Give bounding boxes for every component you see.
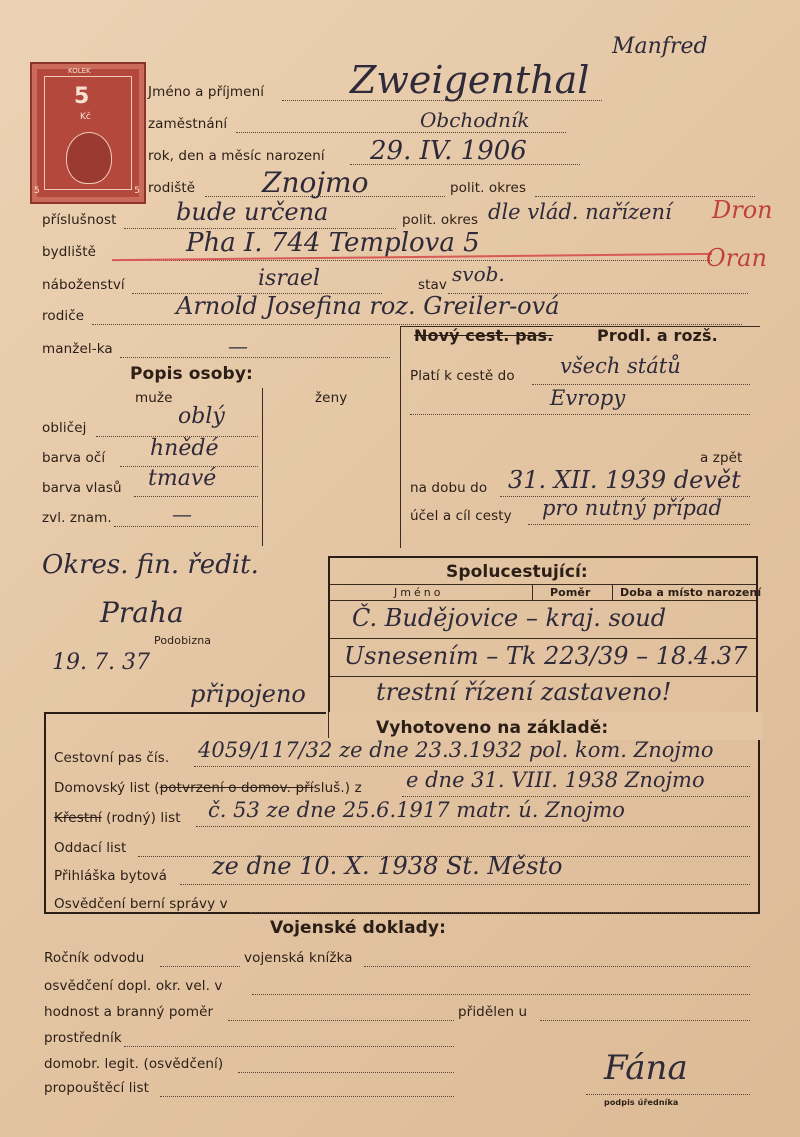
book-label: vojenská knížka bbox=[244, 950, 353, 966]
occupation-label: zaměstnání bbox=[148, 116, 228, 132]
description-title: Popis osoby: bbox=[130, 364, 253, 384]
extension-label: Prodl. a rozš. bbox=[597, 326, 718, 345]
passport-number-label: Cestovní pas čís. bbox=[54, 750, 170, 766]
period-label: na dobu do bbox=[410, 480, 488, 496]
assigned-label: přidělen u bbox=[458, 1004, 528, 1020]
photo-note-2: Praha bbox=[100, 596, 184, 629]
rank-label: hodnost a branný poměr bbox=[44, 1004, 214, 1020]
district-label: polit. okres bbox=[450, 180, 527, 196]
marriage-label: Oddací list bbox=[54, 840, 127, 856]
religion-value: israel bbox=[258, 266, 321, 291]
citizenship-district-label: polit. okres bbox=[402, 212, 479, 228]
marks-value: — bbox=[172, 502, 192, 526]
purpose-label: účel a cíl cesty bbox=[410, 508, 512, 524]
signature-label: podpis úředníka bbox=[604, 1098, 679, 1107]
photo-note-1: Okres. fin. ředit. bbox=[42, 550, 259, 580]
eyes-value: hnědé bbox=[150, 436, 219, 461]
birth-certificate-value: č. 53 ze dne 25.6.1917 matr. ú. Znojmo bbox=[208, 798, 625, 822]
photo-note-3: připojeno bbox=[190, 680, 306, 708]
status-label: stav bbox=[418, 277, 447, 293]
official-signature: Fána bbox=[604, 1048, 688, 1088]
red-note-2: Oran bbox=[706, 244, 767, 272]
face-label: obličej bbox=[42, 420, 87, 436]
discharge-label: propouštěcí list bbox=[44, 1080, 149, 1096]
stamp-value: 5 bbox=[74, 84, 90, 109]
hair-value: tmavé bbox=[148, 466, 217, 491]
period-value: 31. XII. 1939 devět bbox=[508, 466, 741, 494]
col-name: Jméno bbox=[394, 586, 444, 599]
spouse-value: — bbox=[228, 334, 248, 358]
valid-value-2: Evropy bbox=[550, 386, 626, 410]
birth-certificate-label: Křestní (rodný) list bbox=[54, 810, 181, 826]
birth-label: rok, den a měsíc narození bbox=[148, 148, 325, 164]
annotation-top: Manfred bbox=[612, 34, 708, 59]
photo-label: Podobizna bbox=[154, 634, 212, 647]
new-passport-label: Nový cest. pas. bbox=[414, 326, 554, 345]
cert-label: osvědčení dopl. okr. vel. v bbox=[44, 978, 223, 994]
female-label: ženy bbox=[315, 390, 348, 406]
religion-label: náboženství bbox=[42, 277, 125, 293]
companions-row-2: Usnesením – Tk 223/39 – 18.4.37 bbox=[344, 642, 748, 670]
red-note-1: Dron bbox=[712, 196, 773, 224]
companions-row-1: Č. Budějovice – kraj. soud bbox=[352, 604, 667, 632]
col-relation: Poměr bbox=[550, 586, 591, 599]
domicile-label: Domovský list (potvrzení o domov. přísluš.) z bbox=[54, 780, 362, 796]
companions-row-3: trestní řízení zastaveno! bbox=[376, 678, 672, 706]
parents-value: Arnold Josefina roz. Greiler-ová bbox=[176, 292, 560, 320]
military-title: Vojenské doklady: bbox=[270, 918, 446, 938]
birth-value: 29. IV. 1906 bbox=[370, 136, 527, 166]
residence-value: Pha I. 744 Templova 5 bbox=[186, 228, 480, 258]
return-label: a zpět bbox=[700, 450, 743, 466]
status-value: svob. bbox=[452, 262, 505, 286]
citizenship-label: příslušnost bbox=[42, 212, 117, 228]
legit-label: domobr. legit. (osvědčení) bbox=[44, 1056, 224, 1072]
valid-label: Platí k cestě do bbox=[410, 368, 515, 384]
marks-label: zvl. znam. bbox=[42, 510, 112, 526]
birthplace-value: Znojmo bbox=[262, 166, 369, 199]
registration-value: ze dne 10. X. 1938 St. Město bbox=[212, 852, 563, 880]
hair-label: barva vlasů bbox=[42, 480, 122, 496]
face-value: oblý bbox=[178, 404, 225, 429]
year-label: Ročník odvodu bbox=[44, 950, 145, 966]
residence-label: bydliště bbox=[42, 244, 97, 260]
purpose-value: pro nutný případ bbox=[542, 496, 722, 520]
valid-value-1: všech států bbox=[560, 354, 681, 378]
col-birth: Doba a místo narození bbox=[620, 586, 762, 599]
registration-label: Přihláška bytová bbox=[54, 868, 167, 884]
lion-emblem-icon bbox=[66, 132, 112, 184]
name-label: Jméno a příjmení bbox=[148, 84, 265, 100]
citizenship-value: bude určena bbox=[176, 198, 329, 226]
issued-title: Vyhotoveno na základě: bbox=[376, 718, 609, 738]
passport-number-value: 4059/117/32 ze dne 23.3.1932 pol. kom. Znojmo bbox=[198, 738, 714, 762]
name-value: Zweigenthal bbox=[350, 58, 590, 102]
parents-label: rodiče bbox=[42, 308, 85, 324]
male-label: muže bbox=[135, 390, 173, 406]
intermediary-label: prostředník bbox=[44, 1030, 122, 1046]
photo-date: 19. 7. 37 bbox=[52, 650, 150, 675]
revenue-stamp: KOLEK 5 Kč 5 5 bbox=[30, 62, 146, 204]
birthplace-label: rodiště bbox=[148, 180, 196, 196]
citizenship-district-value: dle vlád. nařízení bbox=[488, 200, 672, 224]
occupation-value: Obchodník bbox=[420, 108, 530, 132]
companions-title: Spolucestující: bbox=[446, 562, 588, 582]
domicile-value: e dne 31. VIII. 1938 Znojmo bbox=[406, 768, 705, 792]
eyes-label: barva očí bbox=[42, 450, 106, 466]
tax-label: Osvědčení berní správy v bbox=[54, 896, 228, 912]
spouse-label: manžel-ka bbox=[42, 341, 113, 357]
